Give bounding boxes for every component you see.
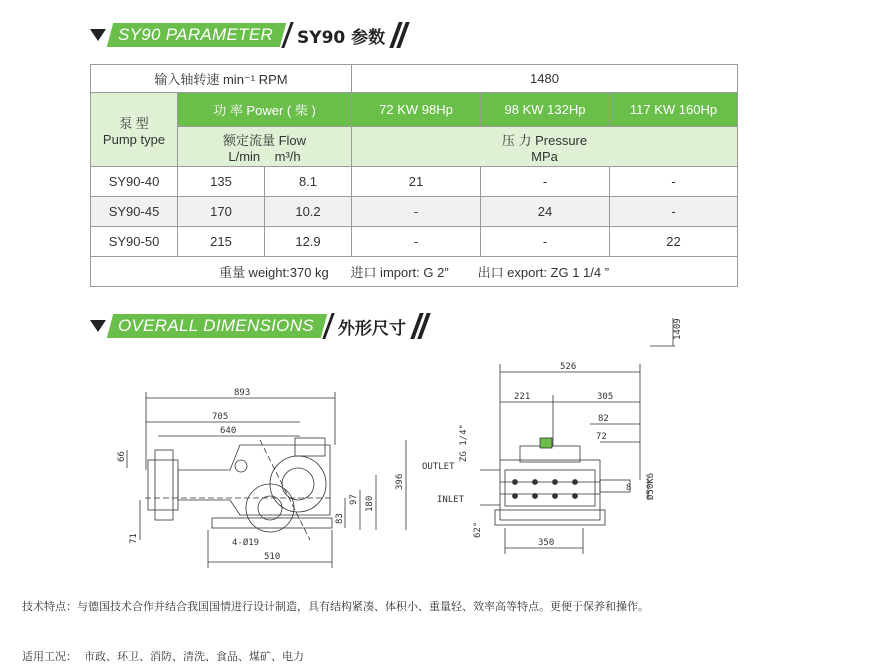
outlet-label: OUTLET (422, 462, 455, 472)
parameter-title-en: SY90 PARAMETER (118, 25, 274, 44)
parameter-title-cn: SY90 参数 (297, 27, 386, 48)
dim-180: 180 (365, 495, 375, 512)
usage-note: 适用工况： 市政、环卫、消防、清洗、食品、煤矿、电力 (22, 650, 304, 663)
dimensions-title-cn: 外形尺寸 (337, 318, 406, 339)
dim-4-phi19: 4-Ø19 (232, 538, 260, 548)
pressure-header: 压 力 Pressure MPa (352, 127, 738, 167)
dim-305: 305 (597, 392, 614, 402)
dim-62deg: 62° (473, 521, 483, 538)
parameter-table (90, 64, 738, 287)
dim-82: 82 (598, 414, 609, 424)
dim-510: 510 (264, 552, 281, 562)
dim-97: 97 (349, 494, 359, 505)
dim-72: 72 (596, 432, 607, 442)
side-view (145, 438, 332, 540)
speed-value: 1480 (352, 65, 738, 93)
flow-header: 额定流量 Flow L/min m³/h (178, 127, 352, 167)
dim-350: 350 (538, 538, 555, 548)
front-view (480, 438, 630, 525)
dim-83: 83 (335, 513, 345, 524)
front-dimension-lines (500, 318, 675, 554)
triangle-icon (90, 29, 106, 41)
zg-label: ZG 1/4" (459, 424, 469, 462)
parameter-heading (90, 20, 405, 50)
dim-8: 8 (626, 483, 632, 493)
power-header: 功 率 Power ( 柴 ) (178, 93, 352, 127)
dim-66: 66 (117, 451, 127, 462)
dim-705: 705 (212, 412, 229, 422)
dim-221: 221 (514, 392, 531, 402)
inlet-label: INLET (437, 495, 465, 505)
table-row: SY90-45 170 10.2 - 24 - (91, 197, 738, 227)
speed-label: 输入轴转速 min⁻¹ RPM (91, 65, 352, 93)
dimensions-title-en: OVERALL DIMENSIONS (118, 316, 314, 335)
side-dimension-lines (127, 392, 406, 568)
dimension-drawing (100, 305, 720, 595)
dim-71: 71 (129, 533, 139, 544)
table-footer: 重量 weight:370 kg 进口 import: G 2” 出口 export: ZG 1 1/4 ” (91, 257, 738, 287)
features-note: 技术特点：与德国技术合作并结合我国国情进行设计制造，具有结构紧凑、体积小、重量轻、效率高等特点。更便于保养和操作。 (22, 600, 649, 613)
dim-526: 526 (560, 362, 577, 372)
table-row: SY90-50 215 12.9 - - 22 (91, 227, 738, 257)
table-row: SY90-40 135 8.1 21 - - (91, 167, 738, 197)
dim-396: 396 (395, 473, 405, 490)
dim-phi50: Ø50K6 (646, 472, 656, 500)
power-col-2: 98 KW 132Hp (481, 93, 610, 127)
power-col-3: 117 KW 160Hp (610, 93, 738, 127)
dim-1409: 1409 (673, 318, 683, 340)
dim-640: 640 (220, 426, 237, 436)
slash-decoration (391, 22, 405, 48)
dim-893: 893 (234, 388, 251, 398)
pump-type-header: 泵 型 Pump type (91, 93, 178, 167)
power-col-1: 72 KW 98Hp (352, 93, 481, 127)
